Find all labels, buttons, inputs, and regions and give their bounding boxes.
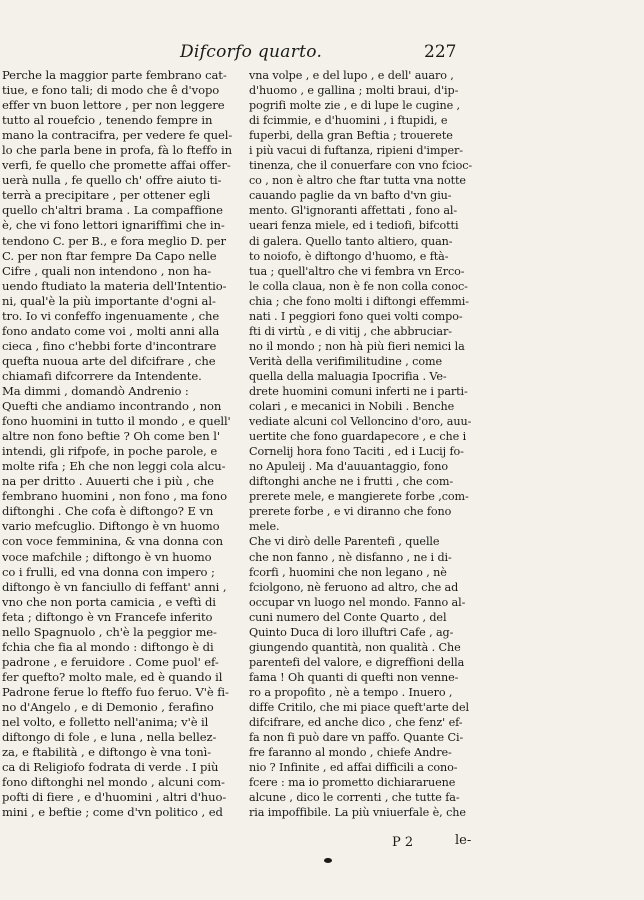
text-line: nati . I peggiori fono quei volti compo-	[249, 309, 463, 323]
text-line: ni, qual'è la più importante d'ogni al-	[2, 293, 216, 308]
text-line: colari , e mecanici in Nobili . Benche	[249, 400, 455, 414]
text-line: Cifre , quali non intendono , non ha-	[2, 263, 212, 278]
text-line: feta ; diftongo è vn Francefe inferito	[2, 609, 213, 624]
text-line: tua ; quell'altro che vi fembra vn Erco-	[249, 264, 465, 278]
text-line: nel volto, e folletto nell'anima; v'è il	[2, 715, 209, 730]
right-text-column	[249, 68, 475, 820]
text-line: za, e ftabilità , e diftongo è vna tonì-	[2, 745, 212, 760]
text-line: na per dritto . Auuerti che i più , che	[2, 474, 214, 489]
text-line: diftongo di fole , e luna , nella bellez-	[2, 730, 217, 745]
text-line: fcere : ma io prometto dichiararuene	[249, 776, 456, 790]
text-line: fama ! Oh quanti di quefti non venne-	[249, 670, 459, 684]
text-line: co , non è altro che ftar tutta vna notte	[249, 174, 466, 188]
text-line: parentefi del valore, e digreffioni della	[249, 655, 465, 669]
running-title: Difcorfo quarto.	[180, 42, 323, 62]
text-line: quefta nuoua arte del difcifrare , che	[2, 353, 216, 368]
text-line: tendono C. per B., e fora meglio D. per	[2, 233, 226, 248]
text-line: fchia che fia al mondo : diftongo è di	[2, 639, 214, 654]
text-line: che non fanno , nè disfanno , ne i di-	[249, 550, 452, 564]
text-line: no Apuleij . Ma d'auuantaggio, fono	[249, 460, 448, 474]
text-line: fciolgono, nè feruono ad altro, che ad	[249, 580, 459, 594]
text-line: diftonghi . Che cofa è diftongo? E vn	[2, 504, 214, 519]
text-line: prerete forbe , e vi diranno che fono	[249, 505, 452, 519]
text-line: di fcimmie, e d'huomini , i ftupidi, e	[249, 114, 448, 128]
text-line: le colla claua, non è fe non colla conoc-	[249, 279, 468, 293]
signature-mark: P 2	[392, 835, 414, 850]
text-line: Che vi dirò delle Parentefi , quelle	[249, 535, 440, 549]
text-line: fti di virtù , e di vitij , che abbruciar-	[249, 324, 452, 338]
text-line: fer quefto? molto male, ed è quando il	[2, 669, 223, 684]
text-line: Quinto Duca di loro illuftri Cafe , ag-	[249, 625, 454, 639]
catchword: le-	[455, 833, 472, 848]
text-line: alcune , dico le correnti , che tutte fa-	[249, 791, 460, 805]
text-line: è, che vi fono lettori ignariffimi che in-	[2, 218, 225, 233]
text-line: pogrifi molte zie , e di lupe le cugine ,	[249, 99, 461, 113]
text-line: di galera. Quello tanto altiero, quan-	[249, 234, 453, 248]
text-line: mele.	[249, 520, 280, 534]
text-line: fono diftonghi nel mondo , alcuni com-	[2, 775, 225, 790]
text-line: difcifrare, ed anche dico , che fenz' ef-	[249, 716, 463, 730]
text-line: Padrone ferue lo fteffo fuo feruo. V'è fi-	[2, 684, 229, 699]
page-number: 227	[424, 42, 457, 62]
text-line: diffe Critilo, che mi piace queft'arte del	[249, 700, 469, 714]
text-line: quella della maluagia Ipocrifia . Ve-	[249, 369, 447, 383]
text-line: terrà a precipitare , per ottener egli	[2, 188, 211, 203]
text-line: molte rifa ; Eh che non leggi cola alcu-	[2, 459, 226, 474]
text-line: d'huomo , e gallina ; molti braui, d'ip-	[249, 84, 459, 98]
text-line: vna volpe , e del lupo , e dell' auaro ,	[249, 69, 454, 82]
text-line: i più vacui di fuftanza, ripieni d'imper-	[249, 144, 463, 158]
text-line: verfi, fe quello che promette affai offer-	[2, 158, 231, 173]
text-line: fono andato come voi , molti anni alla	[2, 323, 220, 338]
text-line: Cornelij hora fono Taciti , ed i Lucij fo-	[249, 445, 464, 459]
text-line: Quefti che andiamo incontrando , non	[2, 399, 222, 414]
text-line: mento. Gl'ignoranti affettati , fono al-	[249, 204, 458, 218]
text-line: vno che non porta camicia , e veftì di	[2, 594, 216, 609]
text-line: mini , e beftie ; come d'vn politico , ed	[2, 805, 223, 820]
text-line: uendo ftudiato la materia dell'Intentio-	[2, 278, 227, 293]
text-line: cuni numero del Conte Quarto , del	[249, 610, 447, 624]
text-line: con voce femminina, & vna donna con	[2, 534, 223, 549]
text-line: lo che parla bene in profa, fà lo fteffo in	[2, 143, 232, 158]
text-line: mano la contracifra, per vedere fe quel-	[2, 128, 233, 143]
text-line: fono huomini in tutto il mondo , e quell'	[2, 414, 231, 429]
text-line: nello Spagnuolo , ch'è la peggior me-	[2, 624, 217, 639]
text-line: intendi, gli rifpofe, in poche parole, e	[2, 444, 218, 459]
text-line: uertite che fono guardapecore , e che i	[249, 430, 467, 444]
text-line: tiue, e fono tali; di modo che ê d'vopo	[2, 83, 220, 98]
text-line: padrone , e feruidore . Come puol' ef-	[2, 654, 219, 669]
text-line: effer vn buon lettore , per non leggere	[2, 98, 225, 113]
text-line: vediate alcuni col Velloncino d'oro, auu-	[249, 415, 472, 429]
text-line: ria impoffibile. La più vniuerfale è, che	[249, 806, 466, 820]
text-line: fre faranno al mondo , chiefe Andre-	[249, 746, 452, 760]
text-line: prerete mele, e mangierete forbe ,com-	[249, 490, 469, 504]
text-line: fcorfi , huomini che non legano , nè	[249, 565, 447, 579]
text-line: Ma dimmi , domandò Andrenio :	[2, 383, 189, 398]
text-line: Perche la maggior parte fembrano cat-	[2, 68, 227, 82]
text-line: ueari fenza miele, ed i tediofi, bifcotti	[249, 219, 459, 233]
page-header	[0, 42, 644, 66]
text-line: drete huomini comuni inferti ne i parti-	[249, 384, 468, 398]
text-line: no il mondo ; non hà più fieri nemici la	[249, 339, 465, 353]
text-line: occupar vn luogo nel mondo. Fanno al-	[249, 595, 466, 609]
text-line: no d'Angelo , e di Demonio , ferafino	[2, 699, 214, 714]
text-line: voce mafchile ; diftongo è vn huomo	[2, 549, 212, 564]
printer-ornament	[324, 858, 332, 863]
text-line: tutto al rouefcio , tenendo fempre in	[2, 113, 213, 128]
text-line: vario mefcuglio. Diftongo è vn huomo	[2, 519, 220, 534]
text-line: tinenza, che il conuerfare con vno fcioc-	[249, 159, 473, 173]
text-line: cieca , fino c'hebbi forte d'incontrare	[2, 338, 217, 353]
text-line: fuperbi, della gran Beftia ; trouerete	[249, 129, 453, 143]
text-line: diftonghi anche ne i frutti , che com-	[249, 475, 454, 489]
text-line: uerà nulla , fe quello ch' offre aiuto ti-	[2, 173, 222, 188]
text-line: ca di Religiofo fodrata di verde . I più	[2, 760, 219, 775]
text-line: nio ? Infinite , ed affai difficili a cono-	[249, 761, 458, 775]
text-line: pofti di fiere , e d'huomini , altri d'huo-	[2, 790, 227, 805]
text-line: fembrano huomini , non fono , ma fono	[2, 489, 227, 504]
text-line: fa non fi può dare vn paffo. Quante Ci-	[249, 731, 464, 745]
text-line: quello ch'altri brama . La compaffione	[2, 203, 223, 218]
column-gutter	[243, 68, 244, 768]
text-line: giungendo quantità, non qualità . Che	[249, 640, 461, 654]
text-line: diftongo è vn fanciullo di feffant' anni ,	[2, 579, 227, 594]
text-line: to noiofo, è diftongo d'huomo, e ftà-	[249, 249, 449, 263]
text-line: ro a propofito , nè a tempo . Inuero ,	[249, 685, 453, 699]
text-line: tro. Io vi confeffo ingenuamente , che	[2, 308, 220, 323]
text-line: chia ; che fono molti i diftongi effemmi-	[249, 294, 469, 308]
text-line: co i frulli, ed vna donna con impero ;	[2, 564, 215, 579]
text-line: Verità della verifimilitudine , come	[249, 354, 442, 368]
text-line: chiamafi difcorrere da Intendente.	[2, 368, 202, 383]
text-line: C. per non ftar fempre Da Capo nelle	[2, 248, 217, 263]
left-text-column	[2, 68, 240, 820]
text-line: altre non fono beftie ? Oh come ben l'	[2, 429, 220, 444]
text-line: cauando paglie da vn bafto d'vn giu-	[249, 189, 452, 203]
